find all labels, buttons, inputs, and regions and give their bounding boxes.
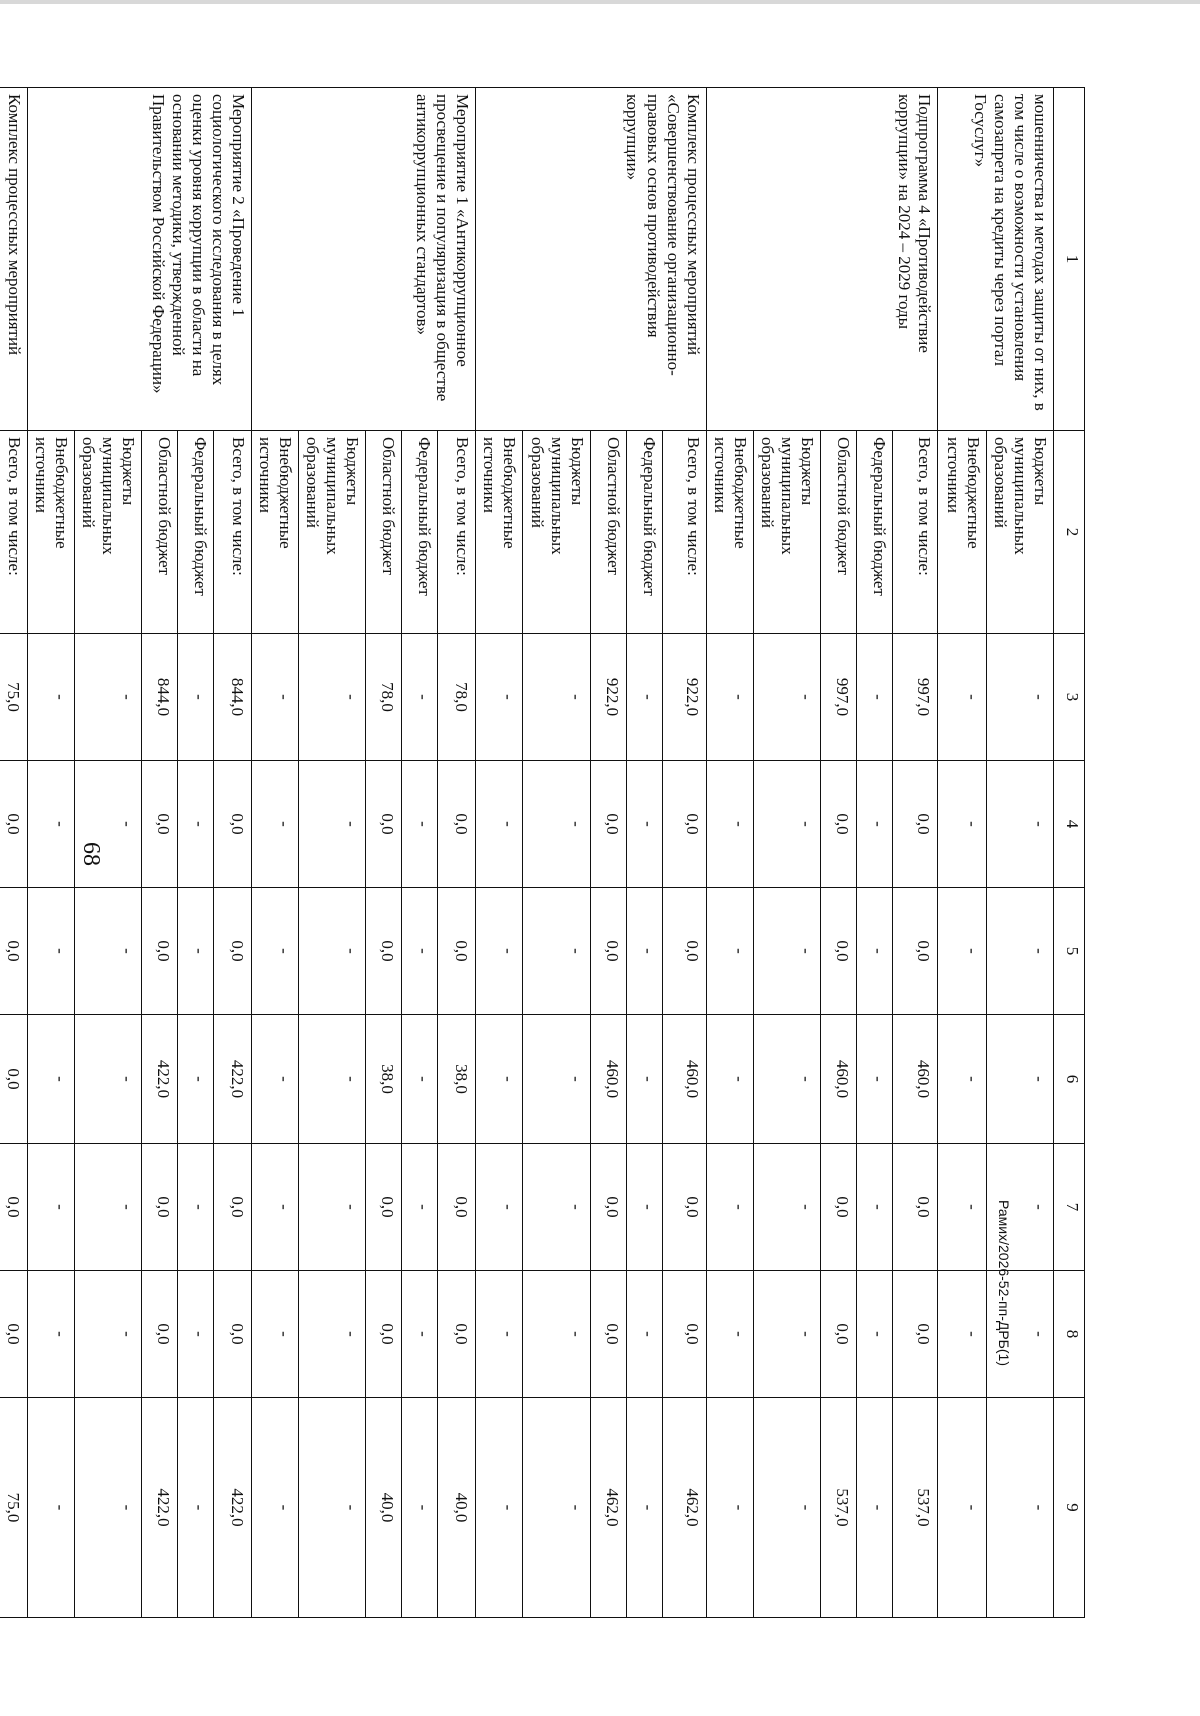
amount-cell: - xyxy=(476,1144,523,1271)
amount-cell: - xyxy=(626,888,662,1015)
amount-cell: - xyxy=(986,1398,1053,1618)
amount-cell: 922,0 xyxy=(662,634,706,761)
amount-cell: 0,0 xyxy=(0,1015,27,1144)
footer-note: Рамих/2026-52-пп-ДРБ(1) xyxy=(996,1200,1012,1366)
amount-cell: 0,0 xyxy=(214,1271,252,1398)
amount-cell: 0,0 xyxy=(590,1144,626,1271)
funding-source-cell: Федеральный бюджет xyxy=(626,431,662,634)
funding-source-cell: Федеральный бюджет xyxy=(178,431,214,634)
amount-cell: - xyxy=(753,1271,820,1398)
amount-cell: - xyxy=(626,1398,662,1618)
header-cell: 1 xyxy=(1054,88,1085,431)
amount-cell: - xyxy=(299,761,366,888)
amount-cell: - xyxy=(178,888,214,1015)
amount-cell: - xyxy=(523,1015,590,1144)
amount-cell: 0,0 xyxy=(366,1144,402,1271)
budget-table xyxy=(0,87,1085,1618)
amount-cell: 0,0 xyxy=(0,888,27,1015)
amount-cell: 0,0 xyxy=(820,1271,856,1398)
amount-cell: - xyxy=(706,634,753,761)
amount-cell: 75,0 xyxy=(0,1398,27,1618)
amount-cell: 422,0 xyxy=(214,1015,252,1144)
amount-cell: 0,0 xyxy=(820,1144,856,1271)
amount-cell: 0,0 xyxy=(662,761,706,888)
amount-cell: 0,0 xyxy=(438,1271,476,1398)
amount-cell: 0,0 xyxy=(590,1271,626,1398)
amount-cell: 0,0 xyxy=(142,888,178,1015)
amount-cell: - xyxy=(626,761,662,888)
funding-source-cell: Бюджеты муниципальных образований xyxy=(753,431,820,634)
amount-cell: - xyxy=(75,1271,142,1398)
amount-cell: - xyxy=(402,1398,438,1618)
amount-cell: - xyxy=(937,1144,986,1271)
funding-source-cell: Федеральный бюджет xyxy=(402,431,438,634)
amount-cell: - xyxy=(626,634,662,761)
amount-cell: - xyxy=(626,1271,662,1398)
amount-cell: - xyxy=(252,1398,299,1618)
amount-cell: - xyxy=(402,634,438,761)
amount-cell: - xyxy=(706,1271,753,1398)
table-row xyxy=(438,88,476,1618)
amount-cell: - xyxy=(252,1144,299,1271)
amount-cell: - xyxy=(523,1271,590,1398)
amount-cell: - xyxy=(523,761,590,888)
amount-cell: - xyxy=(27,1398,74,1618)
funding-source-cell: Областной бюджет xyxy=(590,431,626,634)
amount-cell: - xyxy=(706,1144,753,1271)
amount-cell: - xyxy=(626,1144,662,1271)
amount-cell: - xyxy=(753,1015,820,1144)
header-cell: 7 xyxy=(1054,1144,1085,1271)
amount-cell: - xyxy=(75,1015,142,1144)
amount-cell: 38,0 xyxy=(366,1015,402,1144)
table-row xyxy=(892,88,937,1618)
header-cell: 6 xyxy=(1054,1015,1085,1144)
header-cell: 9 xyxy=(1054,1398,1085,1618)
amount-cell: - xyxy=(856,761,892,888)
amount-cell: - xyxy=(27,761,74,888)
amount-cell: 0,0 xyxy=(0,761,27,888)
amount-cell: 0,0 xyxy=(366,761,402,888)
amount-cell: 38,0 xyxy=(438,1015,476,1144)
funding-source-cell: Всего, в том числе: xyxy=(214,431,252,634)
amount-cell: - xyxy=(476,634,523,761)
amount-cell: 537,0 xyxy=(892,1398,937,1618)
amount-cell: 0,0 xyxy=(366,888,402,1015)
amount-cell: - xyxy=(178,1144,214,1271)
amount-cell: - xyxy=(27,1144,74,1271)
amount-cell: - xyxy=(706,1015,753,1144)
amount-cell: - xyxy=(252,1015,299,1144)
amount-cell: 537,0 xyxy=(820,1398,856,1618)
page-number: 68 xyxy=(78,842,104,866)
funding-source-cell: Бюджеты муниципальных образований xyxy=(986,431,1053,634)
amount-cell: 460,0 xyxy=(820,1015,856,1144)
amount-cell: 0,0 xyxy=(590,888,626,1015)
table-row xyxy=(214,88,252,1618)
amount-cell: - xyxy=(75,888,142,1015)
amount-cell: - xyxy=(402,1271,438,1398)
amount-cell: - xyxy=(299,888,366,1015)
amount-cell: 422,0 xyxy=(142,1015,178,1144)
amount-cell: - xyxy=(402,761,438,888)
amount-cell: - xyxy=(753,634,820,761)
amount-cell: - xyxy=(523,888,590,1015)
amount-cell: 997,0 xyxy=(892,634,937,761)
funding-source-cell: Федеральный бюджет xyxy=(856,431,892,634)
amount-cell: - xyxy=(178,761,214,888)
funding-source-cell: Бюджеты муниципальных образований xyxy=(75,431,142,634)
amount-cell: - xyxy=(402,888,438,1015)
header-cell: 4 xyxy=(1054,761,1085,888)
amount-cell: - xyxy=(252,888,299,1015)
amount-cell: - xyxy=(252,761,299,888)
amount-cell: - xyxy=(75,1144,142,1271)
amount-cell: 0,0 xyxy=(892,1271,937,1398)
amount-cell: - xyxy=(178,634,214,761)
amount-cell: - xyxy=(753,1398,820,1618)
amount-cell: 0,0 xyxy=(820,888,856,1015)
funding-source-cell: Областной бюджет xyxy=(142,431,178,634)
amount-cell: 0,0 xyxy=(0,1271,27,1398)
amount-cell: - xyxy=(986,1015,1053,1144)
amount-cell: 75,0 xyxy=(0,634,27,761)
amount-cell: - xyxy=(856,888,892,1015)
amount-cell: - xyxy=(706,888,753,1015)
amount-cell: 0,0 xyxy=(820,761,856,888)
amount-cell: - xyxy=(856,634,892,761)
amount-cell: - xyxy=(476,1271,523,1398)
table-body xyxy=(0,88,1085,1618)
amount-cell: - xyxy=(753,888,820,1015)
amount-cell: - xyxy=(523,1398,590,1618)
amount-cell: - xyxy=(986,1144,1053,1271)
amount-cell: - xyxy=(178,1015,214,1144)
amount-cell: 0,0 xyxy=(590,761,626,888)
amount-cell: - xyxy=(856,1271,892,1398)
amount-cell: 997,0 xyxy=(820,634,856,761)
amount-cell: - xyxy=(523,1144,590,1271)
funding-source-cell: Областной бюджет xyxy=(366,431,402,634)
program-description-cell: Комплекс процессных мероприятий xyxy=(0,88,27,431)
amount-cell: - xyxy=(178,1398,214,1618)
amount-cell: - xyxy=(626,1015,662,1144)
funding-source-cell: Внебюджетные источники xyxy=(476,431,523,634)
amount-cell: 844,0 xyxy=(214,634,252,761)
amount-cell: 460,0 xyxy=(662,1015,706,1144)
table-row xyxy=(662,88,706,1618)
amount-cell: 422,0 xyxy=(214,1398,252,1618)
table-row xyxy=(0,88,27,1618)
amount-cell: 40,0 xyxy=(366,1398,402,1618)
amount-cell: - xyxy=(27,888,74,1015)
amount-cell: - xyxy=(706,761,753,888)
amount-cell: 0,0 xyxy=(214,761,252,888)
funding-source-cell: Всего, в том числе: xyxy=(438,431,476,634)
amount-cell: - xyxy=(986,634,1053,761)
amount-cell: - xyxy=(299,1271,366,1398)
amount-cell: 0,0 xyxy=(438,888,476,1015)
amount-cell: 78,0 xyxy=(366,634,402,761)
header-cell: 2 xyxy=(1054,431,1085,634)
amount-cell: - xyxy=(856,1398,892,1618)
amount-cell: 0,0 xyxy=(142,1144,178,1271)
amount-cell: - xyxy=(706,1398,753,1618)
amount-cell: 462,0 xyxy=(662,1398,706,1618)
amount-cell: - xyxy=(27,1271,74,1398)
amount-cell: - xyxy=(476,1015,523,1144)
amount-cell: 0,0 xyxy=(142,1271,178,1398)
amount-cell: 78,0 xyxy=(438,634,476,761)
amount-cell: - xyxy=(476,761,523,888)
amount-cell: 0,0 xyxy=(438,1144,476,1271)
amount-cell: - xyxy=(299,634,366,761)
funding-source-cell: Внебюджетные источники xyxy=(252,431,299,634)
amount-cell: - xyxy=(937,888,986,1015)
header-row xyxy=(1054,88,1085,1618)
funding-source-cell: Бюджеты муниципальных образований xyxy=(299,431,366,634)
amount-cell: 0,0 xyxy=(662,1144,706,1271)
funding-source-cell: Внебюджетные источники xyxy=(937,431,986,634)
amount-cell: - xyxy=(753,1144,820,1271)
amount-cell: - xyxy=(252,634,299,761)
funding-source-cell: Областной бюджет xyxy=(820,431,856,634)
amount-cell: 0,0 xyxy=(366,1271,402,1398)
header-cell: 3 xyxy=(1054,634,1085,761)
amount-cell: - xyxy=(299,1015,366,1144)
amount-cell: - xyxy=(252,1271,299,1398)
amount-cell: 460,0 xyxy=(590,1015,626,1144)
amount-cell: 0,0 xyxy=(662,888,706,1015)
amount-cell: 844,0 xyxy=(142,634,178,761)
amount-cell: - xyxy=(178,1271,214,1398)
amount-cell: 422,0 xyxy=(142,1398,178,1618)
amount-cell: - xyxy=(937,634,986,761)
amount-cell: 0,0 xyxy=(662,1271,706,1398)
amount-cell: - xyxy=(476,888,523,1015)
program-description-cell: мошенничества и методах защиты от них, в том числе о возможности установления самозапрета на кредиты через портал Госуслуг» xyxy=(937,88,1053,431)
amount-cell: - xyxy=(75,1398,142,1618)
amount-cell: 0,0 xyxy=(892,1144,937,1271)
program-description-cell: Мероприятие 2 «Проведение 1 социологического исследования в целях оценки уровня коррупции в области на основании методики, утвержденной Правительством Российской Федерации» xyxy=(27,88,251,431)
funding-source-cell: Внебюджетные источники xyxy=(706,431,753,634)
amount-cell: - xyxy=(402,1144,438,1271)
amount-cell: - xyxy=(75,761,142,888)
program-description-cell: Подпрограмма 4 «Противодействие коррупции» на 2024 – 2029 годы xyxy=(706,88,937,431)
amount-cell: 0,0 xyxy=(438,761,476,888)
funding-source-cell: Всего, в том числе: xyxy=(0,431,27,634)
amount-cell: - xyxy=(937,761,986,888)
funding-source-cell: Всего, в том числе: xyxy=(892,431,937,634)
amount-cell: - xyxy=(856,1015,892,1144)
program-description-cell: Комплекс процессных мероприятий «Совершенствование организационно-правовых основ противодействия коррупции» xyxy=(476,88,706,431)
program-description-cell: Мероприятие 1 «Антикоррупционное просвещение и популяризация в обществе антикоррупционных стандартов» xyxy=(252,88,476,431)
amount-cell: 0,0 xyxy=(214,1144,252,1271)
amount-cell: 40,0 xyxy=(438,1398,476,1618)
amount-cell: - xyxy=(986,888,1053,1015)
funding-source-cell: Всего, в том числе: xyxy=(662,431,706,634)
header-cell: 5 xyxy=(1054,888,1085,1015)
amount-cell: - xyxy=(299,1398,366,1618)
amount-cell: - xyxy=(402,1015,438,1144)
amount-cell: - xyxy=(986,761,1053,888)
amount-cell: - xyxy=(937,1271,986,1398)
amount-cell: - xyxy=(75,634,142,761)
amount-cell: 0,0 xyxy=(892,761,937,888)
amount-cell: - xyxy=(753,761,820,888)
funding-source-cell: Бюджеты муниципальных образований xyxy=(523,431,590,634)
amount-cell: 0,0 xyxy=(214,888,252,1015)
amount-cell: - xyxy=(27,634,74,761)
amount-cell: - xyxy=(299,1144,366,1271)
amount-cell: 922,0 xyxy=(590,634,626,761)
amount-cell: 0,0 xyxy=(142,761,178,888)
amount-cell: - xyxy=(937,1398,986,1618)
amount-cell: 460,0 xyxy=(892,1015,937,1144)
amount-cell: 0,0 xyxy=(0,1144,27,1271)
funding-source-cell: Внебюджетные источники xyxy=(27,431,74,634)
amount-cell: - xyxy=(856,1144,892,1271)
amount-cell: - xyxy=(27,1015,74,1144)
amount-cell: - xyxy=(523,634,590,761)
amount-cell: - xyxy=(986,1271,1053,1398)
amount-cell: 0,0 xyxy=(892,888,937,1015)
amount-cell: - xyxy=(937,1015,986,1144)
amount-cell: 462,0 xyxy=(590,1398,626,1618)
header-cell: 8 xyxy=(1054,1271,1085,1398)
amount-cell: - xyxy=(476,1398,523,1618)
scan-edge xyxy=(0,0,1200,4)
